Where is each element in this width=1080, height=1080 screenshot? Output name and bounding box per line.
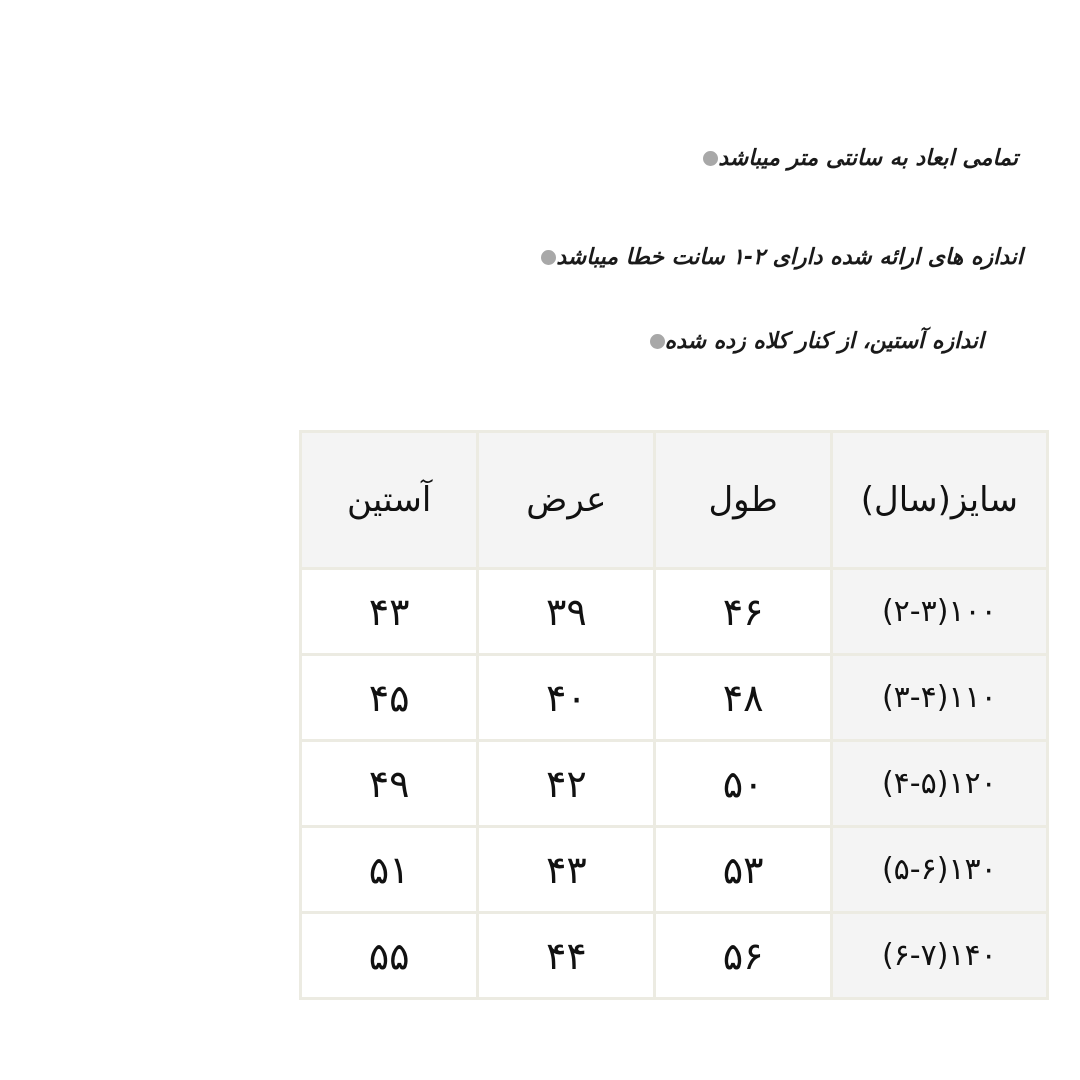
table-row: [301, 655, 1048, 741]
length-cell: ۵۰: [655, 741, 831, 827]
header-length: طول: [655, 432, 831, 569]
table-header-row: [301, 432, 1048, 569]
note-text: تمامی ابعاد به سانتی متر میباشد: [718, 145, 1018, 171]
table-row: [301, 569, 1048, 655]
table-row: [301, 741, 1048, 827]
sleeve-cell: ۵۱: [301, 827, 478, 913]
bullet-icon: [703, 151, 718, 166]
size-cell: ۱۴۰(۶-۷): [831, 913, 1047, 999]
header-size: سایز(سال): [831, 432, 1047, 569]
size-cell: ۱۱۰(۳-۴): [831, 655, 1047, 741]
width-cell: ۴۳: [478, 827, 655, 913]
length-cell: ۴۶: [655, 569, 831, 655]
sleeve-cell: ۴۹: [301, 741, 478, 827]
bullet-icon: [650, 334, 665, 349]
header-sleeve: آستین: [301, 432, 478, 569]
note-item: [541, 237, 1046, 277]
length-cell: ۴۸: [655, 655, 831, 741]
length-cell: ۵۳: [655, 827, 831, 913]
note-item: [650, 321, 1046, 361]
width-cell: ۳۹: [478, 569, 655, 655]
header-width: عرض: [478, 432, 655, 569]
note-text: اندازه آستین، از کنار کلاه زده شده: [664, 328, 984, 354]
bullet-icon: [541, 250, 556, 265]
note-text: اندازه های ارائه شده دارای ۲-۱ سانت خطا میباشد: [556, 244, 1023, 270]
notes-list: [0, 0, 1080, 400]
table-row: [301, 827, 1048, 913]
width-cell: ۴۲: [478, 741, 655, 827]
size-chart-table: [299, 430, 1049, 1000]
size-cell: ۱۲۰(۴-۵): [831, 741, 1047, 827]
sleeve-cell: ۴۵: [301, 655, 478, 741]
width-cell: ۴۰: [478, 655, 655, 741]
size-cell: ۱۳۰(۵-۶): [831, 827, 1047, 913]
sleeve-cell: ۴۳: [301, 569, 478, 655]
sleeve-cell: ۵۵: [301, 913, 478, 999]
size-cell: ۱۰۰(۲-۳): [831, 569, 1047, 655]
note-item: [703, 138, 1046, 178]
width-cell: ۴۴: [478, 913, 655, 999]
table-row: [301, 913, 1048, 999]
length-cell: ۵۶: [655, 913, 831, 999]
